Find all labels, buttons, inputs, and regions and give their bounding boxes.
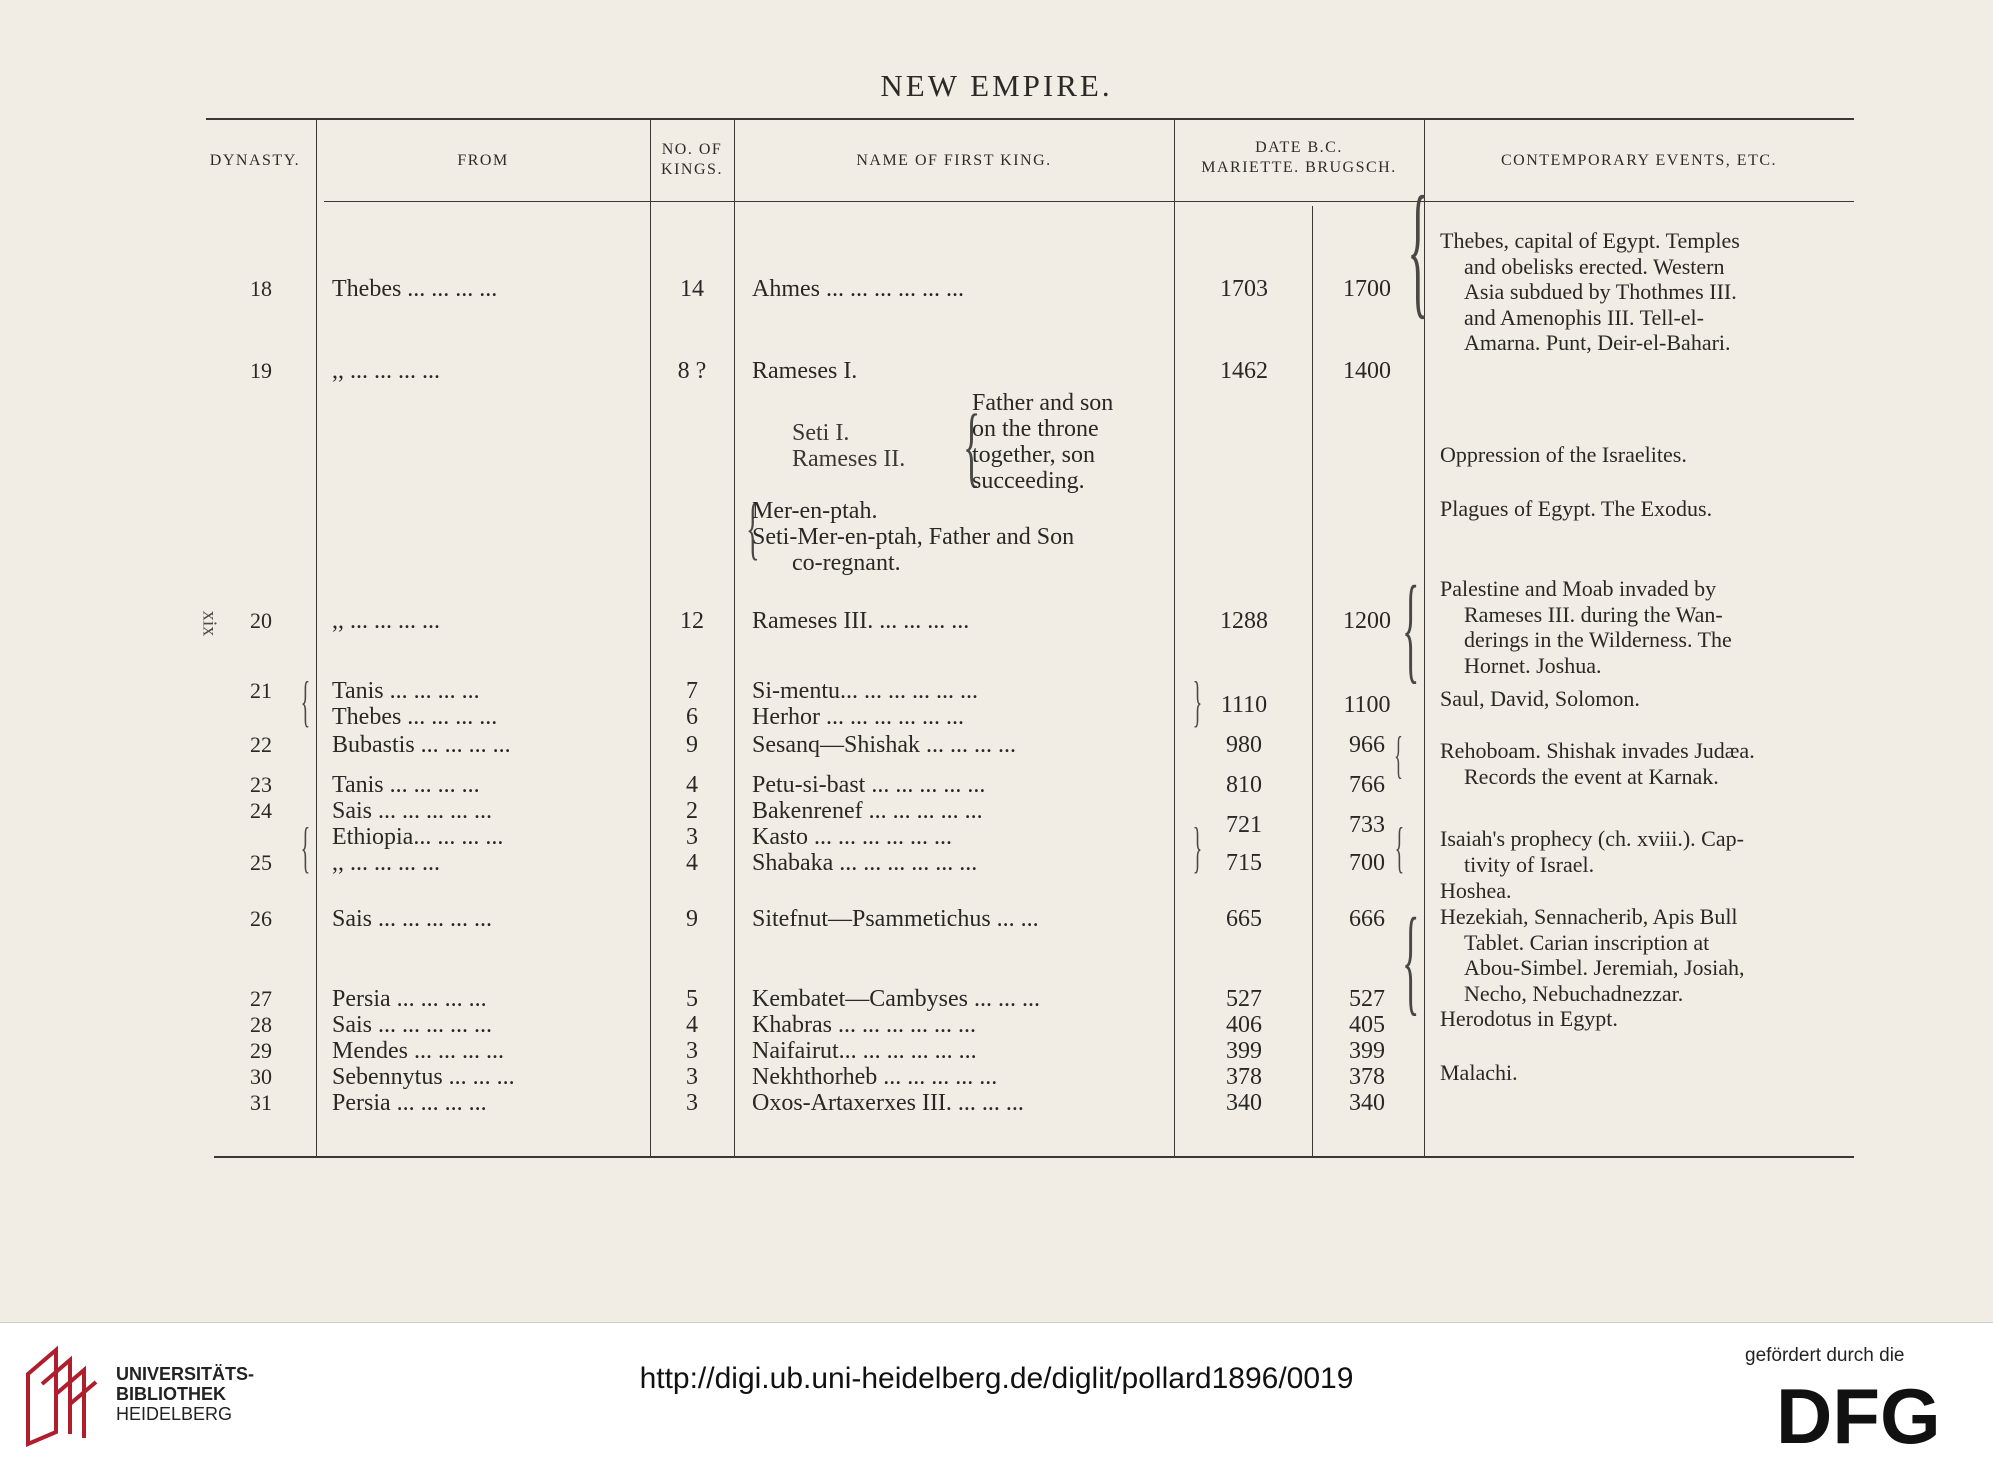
table-cell-mariette: 980 (1226, 732, 1262, 758)
table-bottom-rule (214, 1156, 1854, 1158)
table-cell-dyn: 19 (250, 358, 272, 383)
table-cell-king: Naifairut... ... ... ... ... ... (752, 1038, 977, 1064)
dfg-logo-text: DFG (1776, 1381, 1941, 1451)
page-title: NEW EMPIRE. (880, 68, 1113, 103)
note-seti: Seti I. (792, 420, 850, 446)
table-cell-brugsch: 1100 (1343, 692, 1391, 718)
table-cell-from: Thebes ... ... ... ... (332, 704, 498, 730)
table-cell-from: Thebes ... ... ... ... (332, 276, 498, 302)
table-cell-brugsch: 527 (1349, 986, 1385, 1012)
brace-events-18: { (1407, 166, 1429, 332)
table-cell-king: Nekhthorheb ... ... ... ... ... (752, 1064, 998, 1090)
table-cell-from: Bubastis ... ... ... ... (332, 732, 511, 758)
event-line: Hezekiah, Sennacherib, Apis Bull (1440, 904, 1738, 929)
table-cell-mariette: 1462 (1220, 358, 1268, 384)
table-cell-dyn: 23 (250, 772, 272, 797)
funding-label: gefördert durch die (1745, 1345, 1905, 1366)
event-dynasty-18 (1440, 228, 1870, 356)
event-line: Rameses III. during the Wan- (1464, 601, 1723, 627)
event-line: Oppression of the Israelites. (1440, 442, 1687, 467)
event-line: Palestine and Moab invaded by (1440, 576, 1717, 601)
table-cell-brugsch: 766 (1349, 772, 1385, 798)
brace-dates-24: } (1192, 817, 1203, 879)
dfg-logo-icon (1776, 1381, 1966, 1451)
table-cell-mariette: 527 (1226, 986, 1262, 1012)
event-line: Tablet. Carian inscription at (1464, 929, 1710, 955)
note-rameses-2: Rameses II. (792, 446, 906, 472)
header-kings (650, 140, 734, 180)
table-cell-dyn: 18 (250, 276, 272, 301)
table-cell-king: Shabaka ... ... ... ... ... ... (752, 850, 978, 876)
event-line: Asia subdued by Thothmes III. (1464, 279, 1737, 304)
header-kings-line2: KINGS. (661, 161, 723, 178)
table-cell-kings: 3 (686, 1090, 698, 1116)
event-dynasty-24 (1440, 826, 1870, 877)
header-bottom-rule (324, 201, 1854, 202)
table-cell-mariette: 1703 (1220, 276, 1268, 302)
note-father-son-3: together, son (972, 442, 1096, 468)
event-oppression (1440, 442, 1870, 468)
event-dynasty-27 (1440, 1006, 1870, 1032)
event-line: Thebes, capital of Egypt. Temples (1440, 228, 1740, 253)
library-name-line2: BIBLIOTHEK (116, 1384, 226, 1404)
table-cell-mariette: 378 (1226, 1064, 1262, 1090)
event-line: and obelisks erected. Western (1464, 253, 1725, 279)
event-dynasty-22 (1440, 738, 1870, 789)
table-cell-kings: 4 (686, 850, 698, 876)
note-father-son-2: on the throne (972, 416, 1099, 442)
library-name-line3: HEIDELBERG (116, 1404, 233, 1424)
event-line: Saul, David, Solomon. (1440, 686, 1640, 711)
table-cell-kings: 5 (686, 986, 698, 1012)
table-cell-kings: 14 (680, 276, 704, 302)
table-cell-mariette: 1110 (1220, 692, 1268, 718)
header-kings-line1: NO. OF (661, 141, 723, 158)
header-date-line1: DATE B.C. (1255, 139, 1343, 156)
table-cell-kings: 6 (686, 704, 698, 730)
brace-dynasty-21: { (300, 671, 311, 733)
event-dynasty-26 (1440, 904, 1870, 1006)
table-cell-brugsch: 399 (1349, 1038, 1385, 1064)
table-cell-from: Sais ... ... ... ... ... (332, 798, 493, 824)
library-name-line1: UNIVERSITÄTS- (116, 1364, 255, 1384)
table-cell-mariette: 721 (1226, 812, 1262, 838)
table-cell-from: Tanis ... ... ... ... (332, 678, 480, 704)
table-cell-brugsch: 733 (1349, 812, 1385, 838)
event-line: Plagues of Egypt. The Exodus. (1440, 496, 1713, 521)
university-library-logo-icon (20, 1344, 100, 1448)
table-cell-brugsch: 1700 (1343, 276, 1391, 302)
table-cell-king: Oxos-Artaxerxes III. ... ... ... (752, 1090, 1024, 1116)
note-father-son-1: Father and son (972, 390, 1114, 416)
header-date (1174, 138, 1424, 178)
brace-events-22: { (1394, 727, 1403, 784)
table-cell-brugsch: 700 (1349, 850, 1385, 876)
table-cell-kings: 3 (686, 1038, 698, 1064)
table-cell-kings: 8 ? (677, 358, 707, 384)
table-cell-kings: 3 (686, 824, 698, 850)
col-divider-dynasty (316, 118, 317, 1156)
table-cell-dyn: 31 (250, 1090, 272, 1115)
event-dynasty-29 (1440, 1060, 1870, 1086)
table-cell-mariette: 810 (1226, 772, 1262, 798)
brace-father-son: { (962, 397, 981, 496)
table-cell-king: Bakenrenef ... ... ... ... ... (752, 798, 983, 824)
dynasty-table (206, 118, 1854, 1158)
note-merenptah-3: co-regnant. (792, 550, 901, 576)
table-cell-kings: 7 (686, 678, 698, 704)
brace-events-24: { (1394, 817, 1405, 879)
table-cell-dyn: 30 (250, 1064, 272, 1089)
event-line: Records the event at Karnak. (1464, 763, 1719, 789)
table-cell-king: Ahmes ... ... ... ... ... ... (752, 276, 964, 302)
table-cell-king: Kasto ... ... ... ... ... ... (752, 824, 952, 850)
table-cell-from: Ethiopia... ... ... ... (332, 824, 504, 850)
note-merenptah-1: Mer-en-ptah. (752, 498, 878, 524)
header-events: CONTEMPORARY EVENTS, ETC. (1500, 152, 1778, 169)
table-cell-king: Sesanq—Shishak ... ... ... ... (752, 732, 1016, 758)
event-line: Hoshea. (1440, 878, 1512, 903)
header-date-line2: MARIETTE. BRUGSCH. (1201, 159, 1397, 176)
note-merenptah-2: Seti-Mer-en-ptah, Father and Son (752, 524, 1075, 550)
event-line: Herodotus in Egypt. (1440, 1006, 1618, 1031)
table-cell-king: Petu-si-bast ... ... ... ... ... (752, 772, 986, 798)
event-dynasty-25 (1440, 878, 1870, 904)
table-cell-mariette: 715 (1226, 850, 1262, 876)
table-cell-kings: 12 (680, 608, 704, 634)
table-cell-mariette: 340 (1226, 1090, 1262, 1116)
brace-events-26: { (1402, 893, 1420, 1026)
event-dynasty-20 (1440, 576, 1870, 678)
table-cell-king: Khabras ... ... ... ... ... ... (752, 1012, 976, 1038)
table-cell-king: Rameses I. (752, 358, 858, 384)
table-cell-mariette: 406 (1226, 1012, 1262, 1038)
table-cell-king: Si-mentu... ... ... ... ... ... (752, 678, 978, 704)
table-cell-dyn: 28 (250, 1012, 272, 1037)
brace-merenptah: { (746, 490, 760, 567)
table-cell-dyn: 21 (250, 678, 272, 703)
table-cell-kings: 4 (686, 1012, 698, 1038)
event-line: derings in the Wilderness. The (1464, 627, 1732, 652)
table-top-rule (206, 118, 1854, 120)
table-cell-king: Kembatet—Cambyses ... ... ... (752, 986, 1040, 1012)
table-cell-dyn: 26 (250, 906, 272, 931)
event-line: Amarna. Punt, Deir-el-Bahari. (1464, 330, 1731, 355)
table-cell-brugsch: 1200 (1343, 608, 1391, 634)
event-line: Malachi. (1440, 1060, 1518, 1085)
table-cell-dyn: 24 (250, 798, 272, 823)
table-cell-kings: 2 (686, 798, 698, 824)
page-number: xix (198, 610, 221, 637)
table-cell-from: Sais ... ... ... ... ... (332, 906, 493, 932)
table-cell-mariette: 665 (1226, 906, 1262, 932)
source-url-link[interactable]: http://digi.ub.uni-heidelberg.de/diglit/pollard1896/0019 (639, 1362, 1354, 1395)
event-line: Necho, Nebuchadnezzar. (1464, 980, 1684, 1006)
table-cell-from: Mendes ... ... ... ... (332, 1038, 504, 1064)
table-cell-from: ,, ... ... ... ... (332, 850, 440, 876)
table-cell-brugsch: 405 (1349, 1012, 1385, 1038)
table-cell-from: Persia ... ... ... ... (332, 1090, 487, 1116)
table-cell-mariette: 399 (1226, 1038, 1262, 1064)
header-from: FROM (457, 152, 509, 169)
table-cell-king: Herhor ... ... ... ... ... ... (752, 704, 964, 730)
brace-dates-21: } (1192, 671, 1203, 733)
note-father-son-4: succeeding. (972, 468, 1085, 494)
table-cell-dyn: 29 (250, 1038, 272, 1063)
table-cell-from: Sebennytus ... ... ... (332, 1064, 515, 1090)
table-cell-dyn: 22 (250, 732, 272, 757)
table-cell-dyn: 27 (250, 986, 272, 1011)
table-cell-dyn: 25 (250, 850, 272, 875)
table-cell-king: Rameses III. ... ... ... ... (752, 608, 970, 634)
table-cell-brugsch: 666 (1349, 906, 1385, 932)
header-dynasty: DYNASTY. (209, 152, 301, 169)
table-cell-mariette: 1288 (1220, 608, 1268, 634)
table-cell-from: ,, ... ... ... ... (332, 358, 440, 384)
header-first-king: NAME OF FIRST KING. (856, 152, 1052, 169)
table-cell-king: Sitefnut—Psammetichus ... ... (752, 906, 1039, 932)
table-cell-kings: 3 (686, 1064, 698, 1090)
table-cell-from: Persia ... ... ... ... (332, 986, 487, 1012)
event-line: Isaiah's prophecy (ch. xviii.). Cap- (1440, 826, 1744, 851)
event-line: tivity of Israel. (1464, 851, 1595, 877)
table-cell-brugsch: 966 (1349, 732, 1385, 758)
event-dynasty-21 (1440, 686, 1870, 712)
table-cell-kings: 4 (686, 772, 698, 798)
brace-dynasty-24: { (300, 817, 311, 879)
table-cell-kings: 9 (686, 906, 698, 932)
col-divider-name (1174, 118, 1175, 1156)
event-line: Abou-Simbel. Jeremiah, Josiah, (1464, 955, 1745, 980)
event-line: Hornet. Joshua. (1464, 652, 1602, 678)
event-line: and Amenophis III. Tell-el- (1464, 304, 1704, 330)
table-cell-from: Tanis ... ... ... ... (332, 772, 480, 798)
event-line: Rehoboam. Shishak invades Judæa. (1440, 738, 1755, 763)
table-cell-kings: 9 (686, 732, 698, 758)
table-cell-from: ,, ... ... ... ... (332, 608, 440, 634)
col-divider-kings (734, 118, 735, 1156)
table-cell-brugsch: 378 (1349, 1064, 1385, 1090)
table-cell-brugsch: 1400 (1343, 358, 1391, 384)
table-cell-dyn: 20 (250, 608, 272, 633)
table-cell-from: Sais ... ... ... ... ... (332, 1012, 493, 1038)
event-plagues (1440, 496, 1870, 522)
table-cell-brugsch: 340 (1349, 1090, 1385, 1116)
brace-events-20: { (1402, 561, 1420, 694)
